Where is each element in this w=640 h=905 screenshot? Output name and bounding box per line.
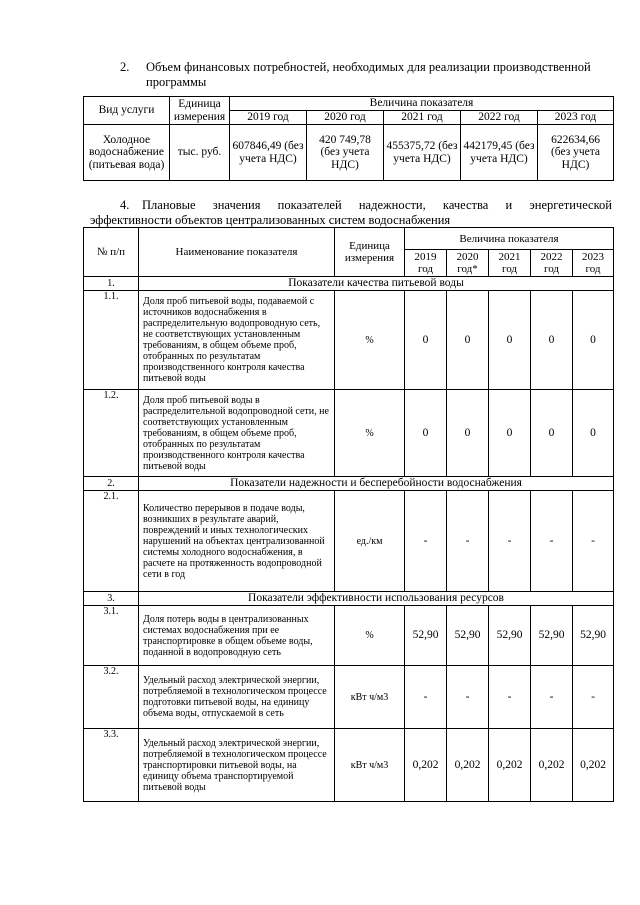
row-num: 2.1.: [84, 491, 139, 592]
row-name: Доля проб питьевой воды в распределительной водопроводной сети, не соответствующих установленным требованиям, в общем объеме проб, отобранных по результатам производственного контроля качества питьевой воды: [139, 390, 335, 477]
row-name: Доля проб питьевой воды, подаваемой с источников водоснабжения в распределительную водопроводную сеть, не соответствующих установленным требованиям, в общем объеме проб, отобранных по результатам производственного контроля качества питьевой воды: [139, 291, 335, 390]
row-value: -: [405, 666, 447, 729]
row-unit: тыс. руб.: [170, 125, 230, 181]
section-2-title-line1: Объем финансовых потребностей, необходимых для реализации производственной: [146, 60, 591, 74]
row-value: 0: [405, 291, 447, 390]
header-name: Наименование показателя: [139, 228, 335, 277]
row-value: 52,90: [405, 606, 447, 666]
row-value: 607846,49 (без учета НДС): [230, 125, 307, 181]
section-4-title-line1: Плановые значения показателей надежности, качества и энергетической: [142, 198, 612, 212]
row-unit: кВт ч/м3: [335, 666, 405, 729]
row-value: -: [489, 666, 531, 729]
year-header: 2023 год: [573, 250, 614, 277]
year-header: 2021 год: [384, 111, 461, 125]
section-title: Показатели качества питьевой воды: [139, 277, 614, 291]
row-value: -: [573, 491, 614, 592]
section-2-title-line2: программы: [146, 75, 207, 89]
section-num: 1.: [84, 277, 139, 291]
row-value: -: [447, 666, 489, 729]
row-value: 0,202: [489, 729, 531, 802]
row-num: 3.2.: [84, 666, 139, 729]
section-4-heading: [90, 198, 612, 228]
row-value: 52,90: [531, 606, 573, 666]
year-header: 2022 год: [531, 250, 573, 277]
row-num: 1.1.: [84, 291, 139, 390]
row-value: -: [447, 491, 489, 592]
row-name: Удельный расход электрической энергии, потребляемой в технологическом процессе транспортировки питьевой воды, на единицу объема транспортируемой питьевой воды: [139, 729, 335, 802]
row-value: 622634,66 (без учета НДС): [538, 125, 614, 181]
row-num: 1.2.: [84, 390, 139, 477]
row-value: 0: [573, 390, 614, 477]
section-row: [84, 277, 614, 291]
row-num: 3.3.: [84, 729, 139, 802]
row-value: 0: [489, 291, 531, 390]
row-value: 0,202: [573, 729, 614, 802]
row-name: Количество перерывов в подаче воды, возникших в результате аварий, повреждений и иных технологических нарушений на объектах централизованной системы холодного водоснабжения, в расчете на протяженность водопроводной сети в год: [139, 491, 335, 592]
row-unit: ед./км: [335, 491, 405, 592]
row-unit: %: [335, 606, 405, 666]
row-value: 420 749,78 (без учета НДС): [307, 125, 384, 181]
row-value: 455375,72 (без учета НДС): [384, 125, 461, 181]
section-4-number: 4.: [120, 198, 130, 212]
header-unit: Единица измерения: [170, 97, 230, 125]
row-value: 52,90: [489, 606, 531, 666]
row-value: -: [531, 666, 573, 729]
indicators-table: [83, 227, 614, 802]
header-value: Величина показателя: [230, 97, 614, 111]
row-value: 52,90: [573, 606, 614, 666]
table-row: [84, 125, 614, 181]
section-row: [84, 592, 614, 606]
section-title: Показатели надежности и бесперебойности водоснабжения: [139, 477, 614, 491]
row-value: 0: [447, 291, 489, 390]
section-2-heading: [90, 60, 612, 90]
year-header: 2019 год: [405, 250, 447, 277]
header-unit: Единица измерения: [335, 228, 405, 277]
row-value: 0: [531, 390, 573, 477]
row-num: 3.1.: [84, 606, 139, 666]
table-row: [84, 729, 614, 802]
section-2-number: 2.: [120, 60, 130, 74]
row-name: Доля потерь воды в централизованных системах водоснабжения при ее транспортировке в общем объеме воды, поданной в водопроводную сеть: [139, 606, 335, 666]
row-unit: кВт ч/м3: [335, 729, 405, 802]
row-value: -: [531, 491, 573, 592]
section-row: [84, 477, 614, 491]
year-header: 2023 год: [538, 111, 614, 125]
row-value: -: [573, 666, 614, 729]
row-value: 52,90: [447, 606, 489, 666]
row-value: -: [489, 491, 531, 592]
financial-needs-table: [83, 96, 614, 181]
year-header: 2021 год: [489, 250, 531, 277]
table-row: [84, 390, 614, 477]
row-value: 0,202: [447, 729, 489, 802]
row-value: 0,202: [405, 729, 447, 802]
section-num: 3.: [84, 592, 139, 606]
row-value: 442179,45 (без учета НДС): [461, 125, 538, 181]
row-unit: %: [335, 291, 405, 390]
header-service: Вид услуги: [84, 97, 170, 125]
header-value: Величина показателя: [405, 228, 614, 250]
row-unit: %: [335, 390, 405, 477]
row-value: 0,202: [531, 729, 573, 802]
row-service: Холодное водоснабжение (питьевая вода): [84, 125, 170, 181]
table-row: [84, 291, 614, 390]
table-row: [84, 666, 614, 729]
row-value: 0: [573, 291, 614, 390]
section-title: Показатели эффективности использования ресурсов: [139, 592, 614, 606]
table-row: [84, 491, 614, 592]
row-value: 0: [531, 291, 573, 390]
row-value: 0: [489, 390, 531, 477]
row-value: 0: [405, 390, 447, 477]
table-row: [84, 606, 614, 666]
header-num: № п/п: [84, 228, 139, 277]
year-header: 2020 год: [307, 111, 384, 125]
year-header: 2020 год*: [447, 250, 489, 277]
row-name: Удельный расход электрической энергии, потребляемой в технологическом процессе подготовки питьевой воды, на единицу объема воды, отпускаемой в сеть: [139, 666, 335, 729]
section-num: 2.: [84, 477, 139, 491]
year-header: 2019 год: [230, 111, 307, 125]
row-value: 0: [447, 390, 489, 477]
section-4-title-line2: эффективности объектов централизованных систем водоснабжения: [90, 213, 451, 227]
year-header: 2022 год: [461, 111, 538, 125]
row-value: -: [405, 491, 447, 592]
